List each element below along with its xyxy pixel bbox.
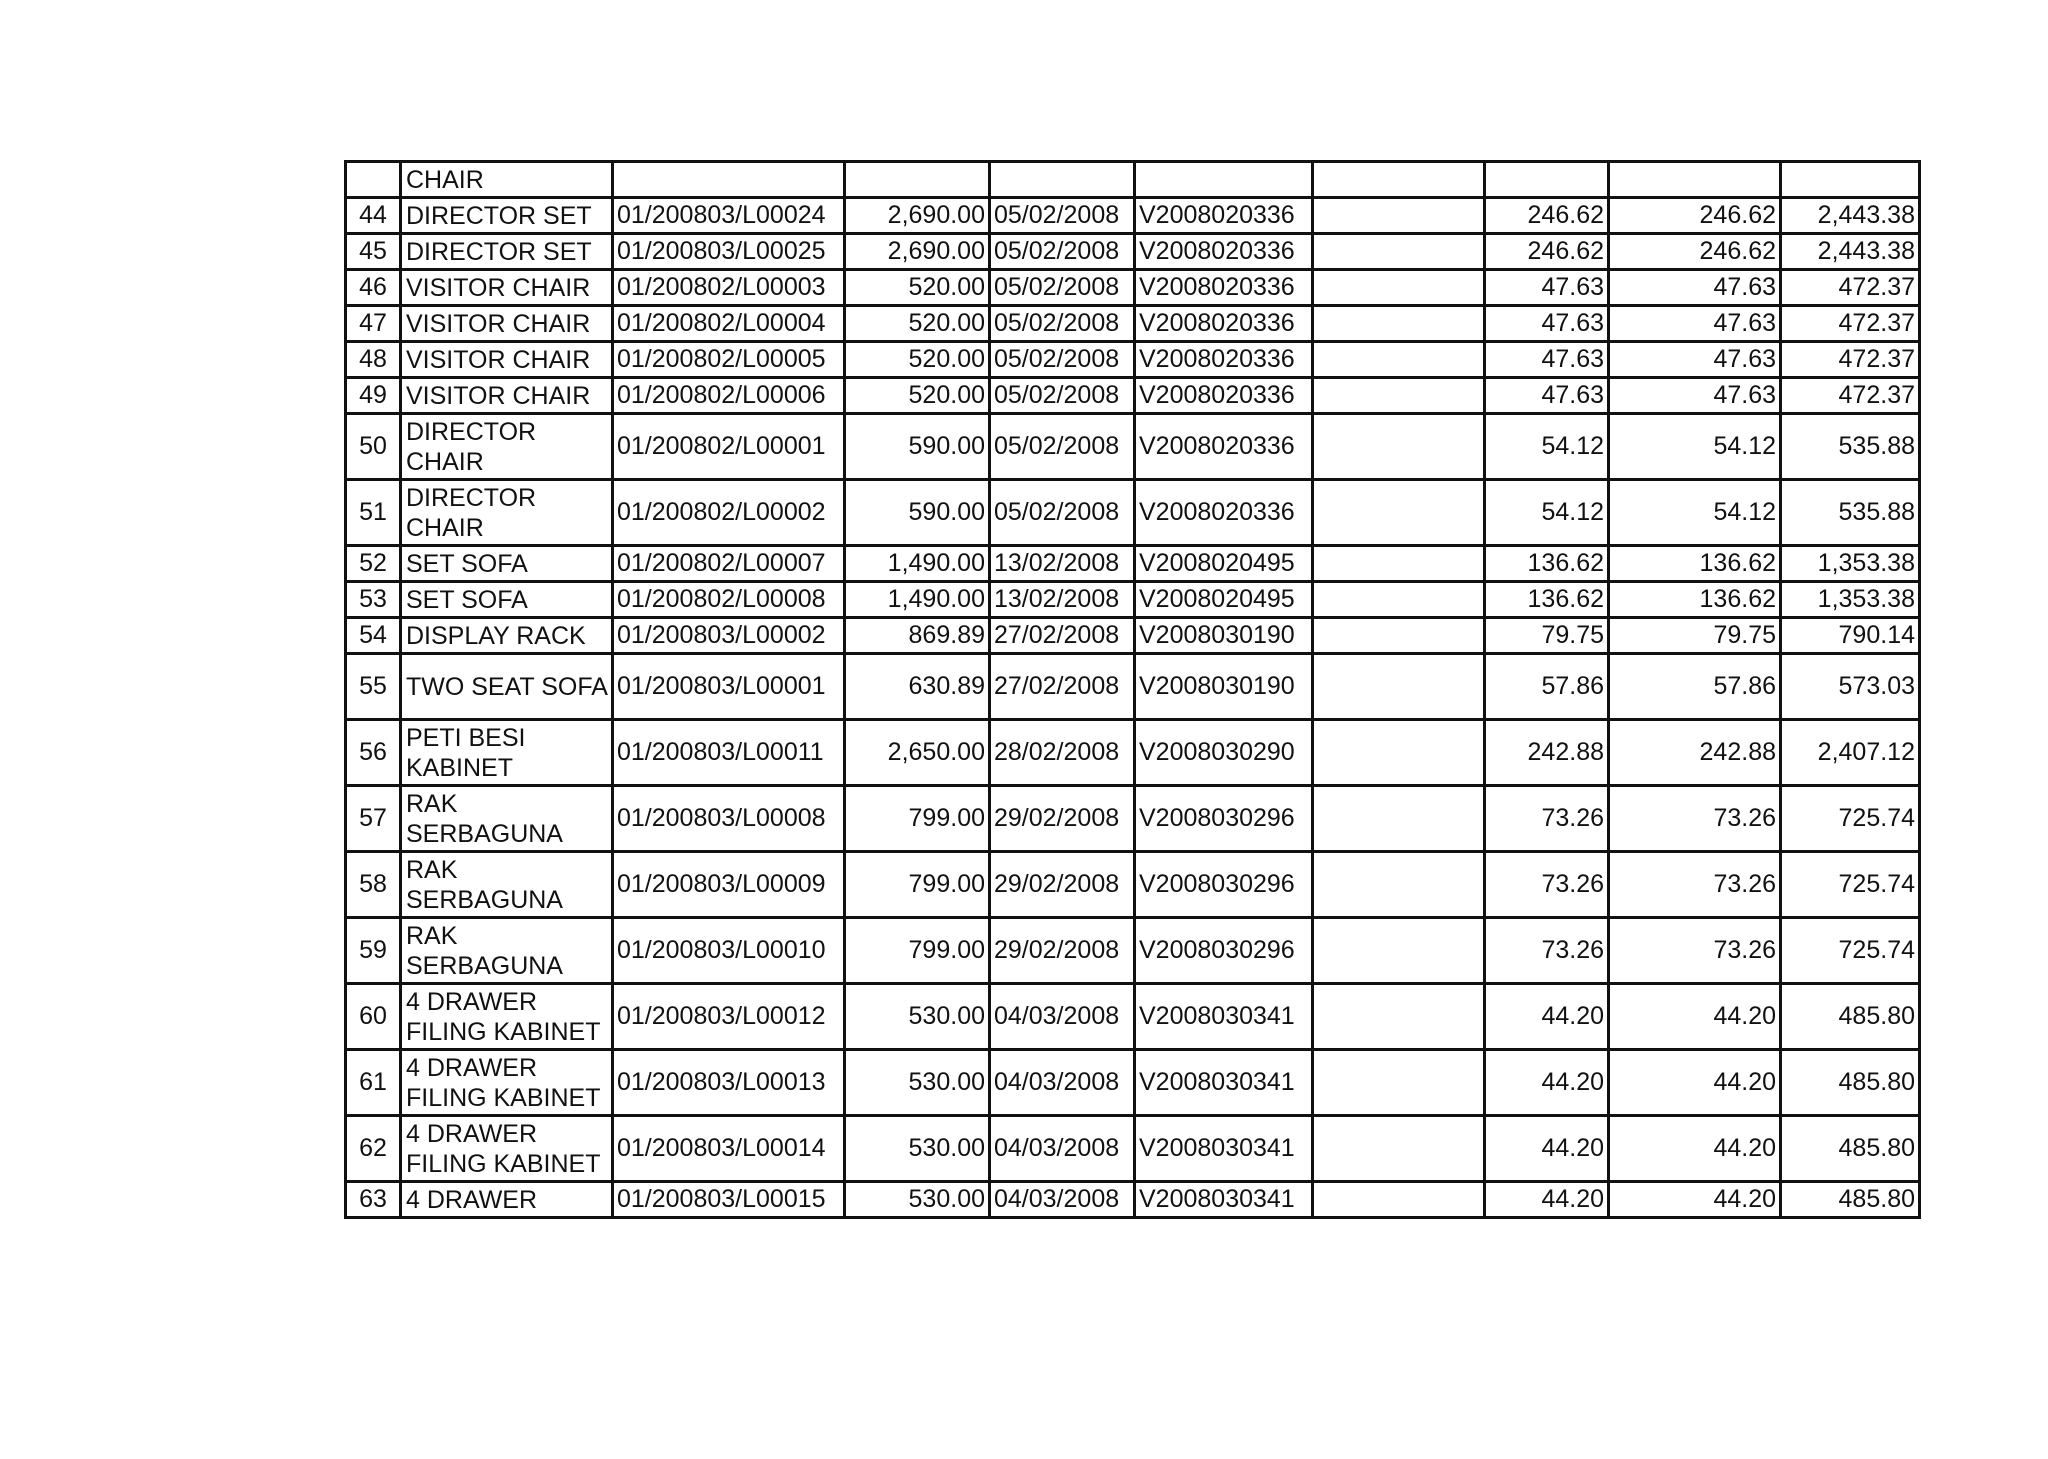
cell-ref: 01/200803/L00013	[613, 1050, 845, 1116]
cell-value-1	[1485, 162, 1609, 198]
cell-net: 725.74	[1781, 786, 1920, 852]
cell-value-2: 44.20	[1609, 984, 1781, 1050]
cell-date: 29/02/2008	[990, 852, 1135, 918]
cell-value-1: 57.86	[1485, 654, 1609, 720]
cell-description: 4 DRAWER	[401, 1182, 613, 1218]
cell-voucher: V2008020336	[1135, 378, 1313, 414]
cell-blank	[1313, 918, 1485, 984]
cell-value-2: 54.12	[1609, 414, 1781, 480]
cell-date: 13/02/2008	[990, 582, 1135, 618]
cell-value-1: 73.26	[1485, 918, 1609, 984]
cell-blank	[1313, 720, 1485, 786]
cell-description: PETI BESI KABINET	[401, 720, 613, 786]
cell-net: 2,443.38	[1781, 198, 1920, 234]
cell-value-1: 44.20	[1485, 1116, 1609, 1182]
cell-description: DIRECTOR CHAIR	[401, 414, 613, 480]
cell-date: 27/02/2008	[990, 654, 1135, 720]
table-row	[346, 1182, 1920, 1218]
cell-voucher: V2008020336	[1135, 480, 1313, 546]
cell-cost: 869.89	[845, 618, 990, 654]
cell-ref: 01/200803/L00024	[613, 198, 845, 234]
cell-no: 56	[346, 720, 401, 786]
cell-date: 04/03/2008	[990, 1182, 1135, 1218]
cell-date	[990, 162, 1135, 198]
cell-ref: 01/200802/L00004	[613, 306, 845, 342]
cell-no: 60	[346, 984, 401, 1050]
cell-blank	[1313, 306, 1485, 342]
cell-cost: 2,650.00	[845, 720, 990, 786]
cell-voucher: V2008020336	[1135, 414, 1313, 480]
cell-date: 05/02/2008	[990, 342, 1135, 378]
cell-description: VISITOR CHAIR	[401, 378, 613, 414]
cell-blank	[1313, 1182, 1485, 1218]
cell-value-2: 47.63	[1609, 306, 1781, 342]
cell-ref: 01/200803/L00010	[613, 918, 845, 984]
cell-cost: 799.00	[845, 852, 990, 918]
cell-ref: 01/200802/L00003	[613, 270, 845, 306]
cell-value-1: 47.63	[1485, 342, 1609, 378]
cell-ref: 01/200803/L00008	[613, 786, 845, 852]
cell-description: 4 DRAWER FILING KABINET	[401, 984, 613, 1050]
cell-no: 49	[346, 378, 401, 414]
cell-blank	[1313, 786, 1485, 852]
table-row	[346, 198, 1920, 234]
cell-voucher: V2008030296	[1135, 786, 1313, 852]
cell-blank	[1313, 1116, 1485, 1182]
table-row	[346, 342, 1920, 378]
cell-blank	[1313, 162, 1485, 198]
cell-net: 472.37	[1781, 342, 1920, 378]
cell-value-1: 246.62	[1485, 234, 1609, 270]
cell-ref: 01/200803/L00025	[613, 234, 845, 270]
cell-description: VISITOR CHAIR	[401, 270, 613, 306]
cell-value-1: 47.63	[1485, 270, 1609, 306]
cell-no: 54	[346, 618, 401, 654]
cell-description: SET SOFA	[401, 546, 613, 582]
cell-ref: 01/200803/L00002	[613, 618, 845, 654]
cell-value-1: 44.20	[1485, 1050, 1609, 1116]
cell-date: 04/03/2008	[990, 1050, 1135, 1116]
cell-cost: 590.00	[845, 414, 990, 480]
cell-no: 61	[346, 1050, 401, 1116]
cell-ref: 01/200802/L00006	[613, 378, 845, 414]
table-row	[346, 306, 1920, 342]
cell-value-2: 136.62	[1609, 546, 1781, 582]
cell-voucher: V2008030190	[1135, 618, 1313, 654]
cell-blank	[1313, 198, 1485, 234]
cell-no: 45	[346, 234, 401, 270]
cell-value-1: 136.62	[1485, 546, 1609, 582]
cell-description: DIRECTOR SET	[401, 234, 613, 270]
table-row	[346, 270, 1920, 306]
cell-date: 04/03/2008	[990, 1116, 1135, 1182]
cell-net: 1,353.38	[1781, 546, 1920, 582]
cell-description: CHAIR	[401, 162, 613, 198]
cell-cost: 590.00	[845, 480, 990, 546]
cell-no: 52	[346, 546, 401, 582]
cell-cost: 1,490.00	[845, 582, 990, 618]
cell-ref: 01/200803/L00015	[613, 1182, 845, 1218]
cell-blank	[1313, 546, 1485, 582]
cell-net: 472.37	[1781, 270, 1920, 306]
cell-no: 51	[346, 480, 401, 546]
cell-date: 05/02/2008	[990, 270, 1135, 306]
cell-no: 55	[346, 654, 401, 720]
cell-net: 485.80	[1781, 1116, 1920, 1182]
cell-value-1: 47.63	[1485, 378, 1609, 414]
cell-value-2: 79.75	[1609, 618, 1781, 654]
cell-cost: 530.00	[845, 1182, 990, 1218]
cell-cost: 530.00	[845, 984, 990, 1050]
table-row	[346, 618, 1920, 654]
cell-ref: 01/200802/L00008	[613, 582, 845, 618]
cell-date: 29/02/2008	[990, 918, 1135, 984]
table-row	[346, 582, 1920, 618]
cell-ref: 01/200803/L00009	[613, 852, 845, 918]
cell-blank	[1313, 378, 1485, 414]
cell-blank	[1313, 480, 1485, 546]
cell-ref: 01/200802/L00002	[613, 480, 845, 546]
cell-voucher: V2008020336	[1135, 306, 1313, 342]
cell-net: 1,353.38	[1781, 582, 1920, 618]
cell-value-2: 73.26	[1609, 786, 1781, 852]
table-row	[346, 378, 1920, 414]
cell-value-1: 54.12	[1485, 414, 1609, 480]
cell-value-2: 54.12	[1609, 480, 1781, 546]
cell-voucher: V2008030341	[1135, 1182, 1313, 1218]
cell-cost	[845, 162, 990, 198]
cell-value-2: 47.63	[1609, 378, 1781, 414]
cell-voucher: V2008020495	[1135, 582, 1313, 618]
cell-date: 05/02/2008	[990, 414, 1135, 480]
cell-net: 725.74	[1781, 852, 1920, 918]
cell-date: 28/02/2008	[990, 720, 1135, 786]
cell-blank	[1313, 1050, 1485, 1116]
cell-value-2: 47.63	[1609, 342, 1781, 378]
table-row	[346, 480, 1920, 546]
asset-table	[344, 160, 1921, 1219]
table-row	[346, 1116, 1920, 1182]
table-row	[346, 984, 1920, 1050]
cell-date: 13/02/2008	[990, 546, 1135, 582]
cell-date: 05/02/2008	[990, 306, 1135, 342]
cell-voucher: V2008030190	[1135, 654, 1313, 720]
cell-value-2: 44.20	[1609, 1050, 1781, 1116]
cell-cost: 520.00	[845, 270, 990, 306]
cell-ref: 01/200802/L00005	[613, 342, 845, 378]
cell-net: 485.80	[1781, 1182, 1920, 1218]
cell-value-2: 246.62	[1609, 234, 1781, 270]
cell-date: 29/02/2008	[990, 786, 1135, 852]
cell-description: SET SOFA	[401, 582, 613, 618]
cell-blank	[1313, 234, 1485, 270]
cell-description: 4 DRAWER FILING KABINET	[401, 1050, 613, 1116]
cell-date: 04/03/2008	[990, 984, 1135, 1050]
cell-description: VISITOR CHAIR	[401, 306, 613, 342]
table-row	[346, 786, 1920, 852]
table-row-partial	[346, 162, 1920, 198]
cell-description: RAK SERBAGUNA	[401, 786, 613, 852]
cell-net: 535.88	[1781, 414, 1920, 480]
table-row	[346, 234, 1920, 270]
cell-cost: 530.00	[845, 1116, 990, 1182]
cell-ref: 01/200802/L00007	[613, 546, 845, 582]
cell-value-1: 246.62	[1485, 198, 1609, 234]
cell-voucher: V2008030341	[1135, 1116, 1313, 1182]
cell-blank	[1313, 984, 1485, 1050]
cell-value-1: 73.26	[1485, 786, 1609, 852]
cell-net: 485.80	[1781, 1050, 1920, 1116]
cell-no	[346, 162, 401, 198]
table-row	[346, 918, 1920, 984]
cell-date: 27/02/2008	[990, 618, 1135, 654]
cell-voucher: V2008020336	[1135, 198, 1313, 234]
cell-date: 05/02/2008	[990, 198, 1135, 234]
cell-no: 53	[346, 582, 401, 618]
cell-blank	[1313, 654, 1485, 720]
cell-value-2: 246.62	[1609, 198, 1781, 234]
cell-description: RAK SERBAGUNA	[401, 852, 613, 918]
cell-ref: 01/200803/L00001	[613, 654, 845, 720]
cell-value-2: 44.20	[1609, 1182, 1781, 1218]
cell-cost: 520.00	[845, 306, 990, 342]
cell-no: 46	[346, 270, 401, 306]
cell-cost: 520.00	[845, 378, 990, 414]
cell-net: 2,443.38	[1781, 234, 1920, 270]
cell-value-1: 44.20	[1485, 1182, 1609, 1218]
cell-description: DIRECTOR SET	[401, 198, 613, 234]
cell-voucher: V2008030341	[1135, 984, 1313, 1050]
cell-value-1: 136.62	[1485, 582, 1609, 618]
cell-date: 05/02/2008	[990, 378, 1135, 414]
cell-value-2: 73.26	[1609, 918, 1781, 984]
cell-value-2: 57.86	[1609, 654, 1781, 720]
cell-cost: 2,690.00	[845, 198, 990, 234]
cell-date: 05/02/2008	[990, 234, 1135, 270]
cell-value-1: 54.12	[1485, 480, 1609, 546]
cell-cost: 799.00	[845, 786, 990, 852]
table-row	[346, 720, 1920, 786]
cell-net: 790.14	[1781, 618, 1920, 654]
cell-ref: 01/200803/L00014	[613, 1116, 845, 1182]
cell-description: DISPLAY RACK	[401, 618, 613, 654]
cell-blank	[1313, 852, 1485, 918]
cell-blank	[1313, 582, 1485, 618]
cell-voucher: V2008030341	[1135, 1050, 1313, 1116]
cell-net: 485.80	[1781, 984, 1920, 1050]
table-row	[346, 654, 1920, 720]
cell-net: 2,407.12	[1781, 720, 1920, 786]
cell-value-2: 242.88	[1609, 720, 1781, 786]
table-row	[346, 414, 1920, 480]
cell-cost: 630.89	[845, 654, 990, 720]
cell-value-1: 47.63	[1485, 306, 1609, 342]
cell-net: 472.37	[1781, 306, 1920, 342]
cell-net: 472.37	[1781, 378, 1920, 414]
cell-value-1: 79.75	[1485, 618, 1609, 654]
cell-voucher: V2008030296	[1135, 918, 1313, 984]
cell-cost: 520.00	[845, 342, 990, 378]
cell-description: VISITOR CHAIR	[401, 342, 613, 378]
cell-no: 62	[346, 1116, 401, 1182]
cell-no: 50	[346, 414, 401, 480]
cell-no: 44	[346, 198, 401, 234]
cell-blank	[1313, 414, 1485, 480]
cell-value-1: 73.26	[1485, 852, 1609, 918]
cell-voucher: V2008030290	[1135, 720, 1313, 786]
cell-cost: 799.00	[845, 918, 990, 984]
cell-cost: 2,690.00	[845, 234, 990, 270]
cell-description: TWO SEAT SOFA	[401, 654, 613, 720]
cell-ref: 01/200803/L00011	[613, 720, 845, 786]
cell-blank	[1313, 342, 1485, 378]
table-row	[346, 1050, 1920, 1116]
cell-blank	[1313, 618, 1485, 654]
cell-value-2: 44.20	[1609, 1116, 1781, 1182]
cell-value-1: 242.88	[1485, 720, 1609, 786]
cell-cost: 530.00	[845, 1050, 990, 1116]
cell-net: 535.88	[1781, 480, 1920, 546]
table-row	[346, 546, 1920, 582]
cell-voucher: V2008020336	[1135, 342, 1313, 378]
cell-value-2: 47.63	[1609, 270, 1781, 306]
cell-net	[1781, 162, 1920, 198]
cell-voucher: V2008030296	[1135, 852, 1313, 918]
cell-no: 59	[346, 918, 401, 984]
cell-net: 573.03	[1781, 654, 1920, 720]
cell-voucher: V2008020495	[1135, 546, 1313, 582]
cell-description: 4 DRAWER FILING KABINET	[401, 1116, 613, 1182]
cell-value-2: 136.62	[1609, 582, 1781, 618]
cell-no: 48	[346, 342, 401, 378]
cell-ref: 01/200802/L00001	[613, 414, 845, 480]
cell-value-2	[1609, 162, 1781, 198]
cell-no: 57	[346, 786, 401, 852]
cell-description: RAK SERBAGUNA	[401, 918, 613, 984]
cell-ref: 01/200803/L00012	[613, 984, 845, 1050]
cell-voucher	[1135, 162, 1313, 198]
cell-voucher: V2008020336	[1135, 270, 1313, 306]
cell-description: DIRECTOR CHAIR	[401, 480, 613, 546]
cell-date: 05/02/2008	[990, 480, 1135, 546]
cell-no: 47	[346, 306, 401, 342]
cell-net: 725.74	[1781, 918, 1920, 984]
asset-table-body	[346, 162, 1920, 1218]
cell-value-1: 44.20	[1485, 984, 1609, 1050]
cell-no: 63	[346, 1182, 401, 1218]
cell-blank	[1313, 270, 1485, 306]
cell-ref	[613, 162, 845, 198]
table-row	[346, 852, 1920, 918]
cell-no: 58	[346, 852, 401, 918]
cell-value-2: 73.26	[1609, 852, 1781, 918]
cell-voucher: V2008020336	[1135, 234, 1313, 270]
cell-cost: 1,490.00	[845, 546, 990, 582]
